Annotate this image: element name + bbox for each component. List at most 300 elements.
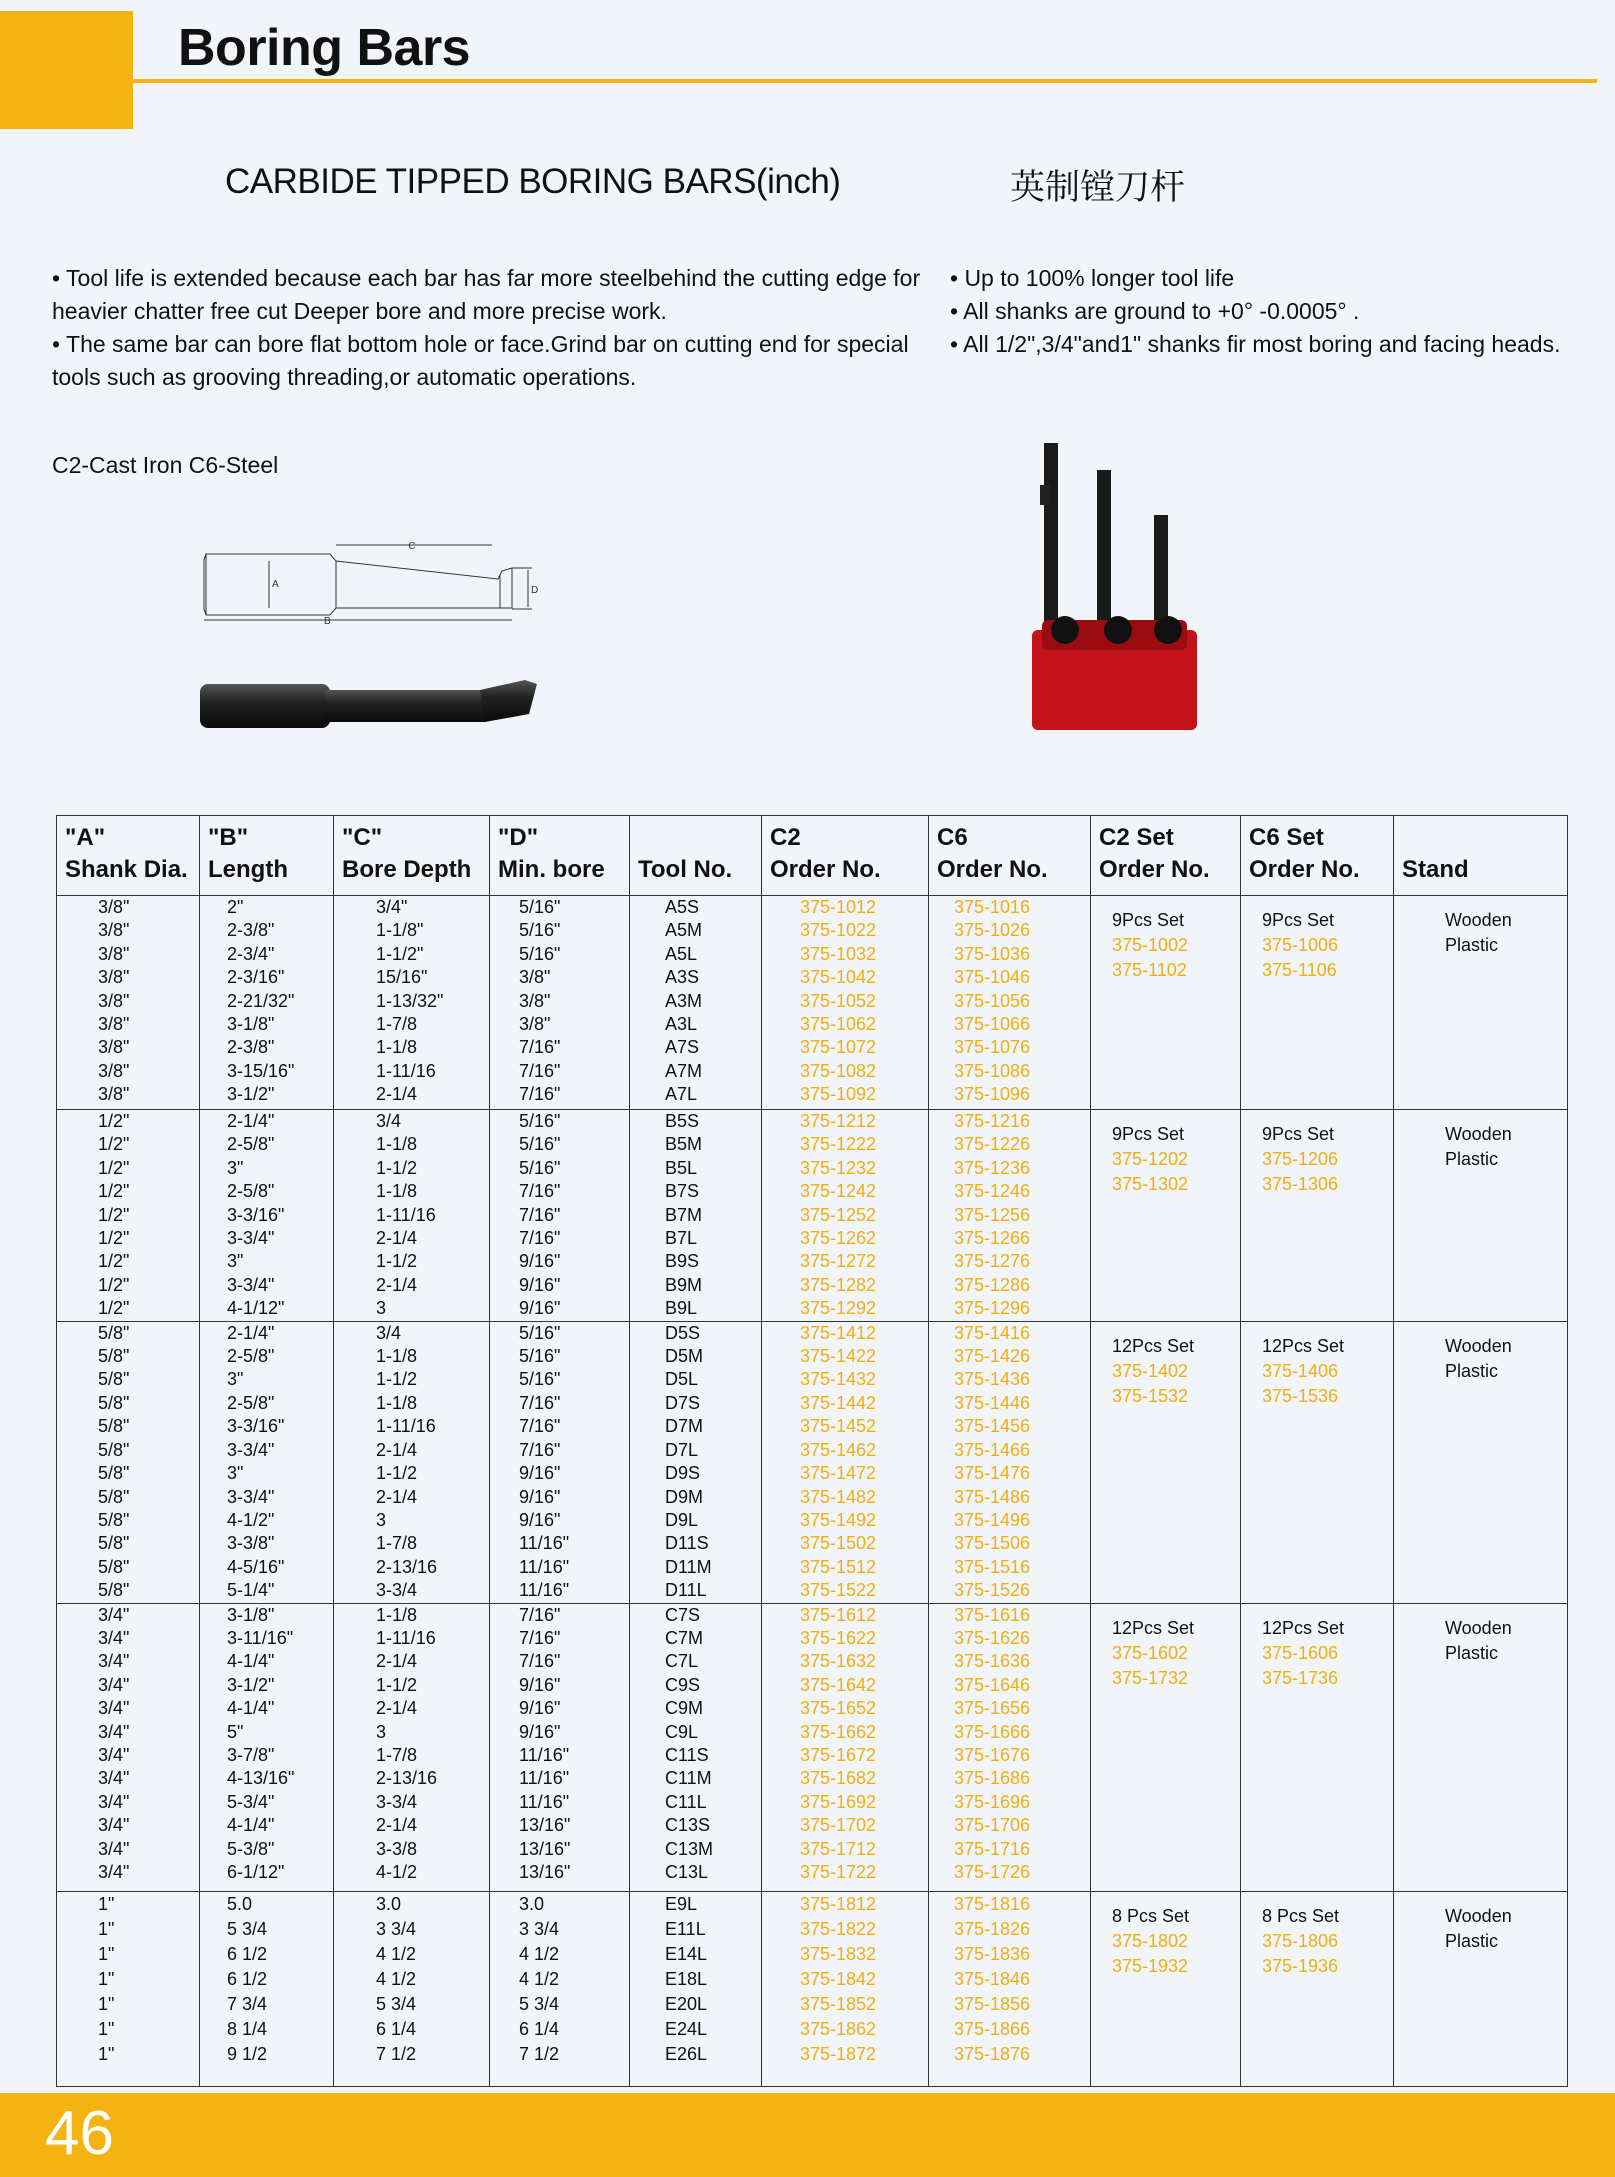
cell-value: 3.0 [376,1893,402,1914]
cell-c2 [762,1321,929,1603]
order-number: 375-1842 [800,1968,877,1989]
cell-value: 3/8" [98,897,130,917]
cell-value: 1/2" [98,1204,130,1225]
order-number: 375-1262 [800,1228,877,1249]
order-number: 375-1412 [800,1322,877,1343]
feature-bullet: • The same bar can bore flat bottom hole or face.Grind bar on cutting end for special tools such as grooving threading,or automatic operations. [52,331,909,390]
cell-value: D9M [665,1486,704,1507]
cell-value: 1-1/8 [376,1181,418,1202]
section-subtitle-chinese: 英制镗刀杆 [1010,168,1186,207]
c2-set-cell [1091,896,1241,1110]
column-header-bore-depth [334,816,490,896]
cell-value: 5 3/4 [227,1918,268,1939]
order-number: 375-1256 [954,1204,1031,1225]
column-header-line: Shank Dia. [65,856,188,883]
cell-c2 [762,1891,929,2086]
cell-value: C9M [665,1698,704,1719]
cell-value: 3/8" [519,990,551,1011]
cell-value: 7/16" [519,1651,561,1672]
page-number: 46 [45,2099,114,2168]
cell-value: 1-1/8 [376,1392,418,1413]
order-number: 375-1226 [954,1134,1031,1155]
stand-type: Plastic [1445,1149,1499,1169]
cell-value: 3/4" [98,1791,130,1812]
set-order-number: 375-1736 [1262,1667,1339,1688]
order-number: 375-1446 [954,1392,1031,1413]
cell-value: 11/16" [519,1580,570,1601]
column-header-line: Order No. [1249,856,1360,883]
cell-value: 1/2" [98,1228,130,1249]
column-header-c6-order-no [929,816,1091,896]
order-number: 375-1476 [954,1463,1031,1484]
order-number: 375-1086 [954,1060,1031,1081]
order-number: 375-1502 [800,1533,877,1554]
cell-value: B9L [665,1298,698,1319]
cell-value: 4 1/2 [519,1943,560,1964]
cell-value: E20L [665,1993,708,2014]
cell-value: 1-1/8 [376,1037,418,1058]
cell-value: 2-1/4" [227,1111,275,1131]
cell-value: 7/16" [519,1037,561,1058]
order-number: 375-1466 [954,1439,1031,1460]
cell-value: D11M [665,1556,712,1577]
c2-set-cell [1091,1603,1241,1891]
order-number: 375-1056 [954,990,1031,1011]
order-number: 375-1726 [954,1862,1031,1882]
cell-value: D11S [665,1533,709,1554]
cell-value: 9/16" [519,1251,561,1272]
column-header-shank-dia [57,816,200,896]
cell-value: 2-1/4" [227,1322,275,1343]
c6-set-cell [1241,1891,1394,2086]
order-number: 375-1712 [800,1838,877,1859]
order-number: 375-1496 [954,1509,1031,1530]
cell-c2 [762,896,929,1110]
cell-tool-no [630,1603,762,1891]
cell-value: 9/16" [519,1721,561,1742]
order-number: 375-1832 [800,1943,877,1964]
cell-value: 7/16" [519,1604,561,1625]
cell-value: A7S [665,1037,700,1058]
c2-set-cell [1091,1110,1241,1322]
cell-value: 2-1/4 [376,1651,418,1672]
order-number: 375-1222 [800,1134,877,1155]
order-number: 375-1036 [954,943,1031,964]
cell-value: 3-3/4 [376,1580,418,1601]
cell-value: 2-5/8" [227,1346,275,1367]
cell-value: 3/4 [376,1111,402,1131]
order-number: 375-1032 [800,943,877,964]
feature-list-left [52,262,922,394]
stand-cell [1394,1603,1568,1891]
cell-value: A3L [665,1014,698,1035]
cell-value: 5/8" [98,1416,130,1437]
column-header-line: C2 Set [1099,824,1174,851]
cell-value: 3-11/16" [227,1627,294,1648]
cell-value: 7/16" [519,1439,561,1460]
order-number: 375-1526 [954,1580,1031,1601]
cell-value: 1" [98,1893,115,1914]
cell-value: C13L [665,1862,709,1882]
boring-bar-spec-table [56,815,1568,2087]
order-number: 375-1862 [800,2018,877,2039]
cell-c6 [929,1110,1091,1322]
order-number: 375-1432 [800,1369,877,1390]
cell-value: 5/16" [519,920,561,941]
cell-value: 9/16" [519,1298,561,1319]
feature-bullet: • Tool life is extended because each bar has far more steelbehind the cutting edge for heavier chatter free cut Deeper bore and more precise work. [52,265,921,324]
cell-value: 3-15/16" [227,1060,295,1081]
cell-value: 5/16" [519,1369,561,1390]
cell-value: 1-1/2 [376,1463,418,1484]
cell-value: 11/16" [519,1744,570,1765]
column-header-tool-no [630,816,762,896]
cell-value: 7/16" [519,1181,561,1202]
cell-value: 3-1/2" [227,1084,275,1105]
feature-bullet: • Up to 100% longer tool life [950,265,1235,291]
order-number: 375-1826 [954,1918,1031,1939]
order-number: 375-1092 [800,1084,877,1105]
cell-value: 1/2" [98,1181,130,1202]
cell-value: 7 3/4 [227,1993,268,2014]
feature-bullet: • All shanks are ground to +0° -0.0005° . [950,298,1360,324]
cell-min-bore [490,1321,630,1603]
order-number: 375-1672 [800,1744,877,1765]
cell-value: 5/8" [98,1392,130,1413]
cell-value: 3/8" [98,920,130,941]
set-label: 12Pcs Set [1262,1335,1345,1356]
cell-value: 7/16" [519,1084,561,1105]
table-row-group [57,896,1568,1110]
cell-value: 2-5/8" [227,1181,275,1202]
set-label: 8 Pcs Set [1112,1905,1190,1926]
cell-value: 1-11/16 [376,1627,436,1648]
set-order-number: 375-1602 [1112,1642,1189,1663]
stand-cell [1394,1321,1568,1603]
order-number: 375-1276 [954,1251,1031,1272]
order-number: 375-1492 [800,1509,877,1530]
cell-value: 3/4" [98,1604,130,1625]
cell-value: 2-13/16 [376,1556,438,1577]
cell-value: 2-1/4 [376,1228,418,1249]
cell-value: E24L [665,2018,708,2039]
cell-value: 1/2" [98,1274,130,1295]
c2-set-cell [1091,1891,1241,2086]
cell-value: 3-3/4 [376,1791,418,1812]
cell-shank [57,1891,200,2086]
set-order-number: 375-1806 [1262,1930,1339,1951]
cell-value: 5/8" [98,1346,130,1367]
cell-tool-no [630,1321,762,1603]
order-number: 375-1822 [800,1918,877,1939]
cell-value: D5M [665,1346,704,1367]
cell-value: B5S [665,1111,700,1131]
cell-value: 6 1/4 [376,2018,417,2039]
cell-value: 3-3/4" [227,1486,275,1507]
order-number: 375-1616 [954,1604,1031,1625]
cell-value: 3 [376,1298,387,1319]
table-row-group [57,1110,1568,1322]
set-label: 9Pcs Set [1112,910,1185,930]
order-number: 375-1812 [800,1893,877,1914]
cell-tool-no [630,1891,762,2086]
cell-value: B9S [665,1251,700,1272]
cell-value: 3/8" [519,967,551,988]
column-header-c2-order-no [762,816,929,896]
cell-value: C13M [665,1838,714,1859]
cell-value: 5/16" [519,943,561,964]
cell-value: 1/2" [98,1157,130,1178]
order-number: 375-1652 [800,1698,877,1719]
cell-value: 1-1/8 [376,1604,418,1625]
cell-value: 3-3/16" [227,1416,285,1437]
cell-value: 3" [227,1369,244,1390]
cell-value: 11/16" [519,1533,570,1554]
feature-bullet: • All 1/2",3/4"and1" shanks fir most boring and facing heads. [950,331,1561,357]
order-number: 375-1716 [954,1838,1031,1859]
order-number: 375-1436 [954,1369,1031,1390]
cell-value: 1-1/8" [376,920,424,941]
cell-value: B7S [665,1181,700,1202]
cell-value: 3/8" [98,943,130,964]
order-number: 375-1516 [954,1556,1031,1577]
cell-value: 2-13/16 [376,1768,438,1789]
boring-bar-dimension-diagram [200,535,540,627]
cell-value: 3" [227,1463,244,1484]
cell-value: A5L [665,943,698,964]
column-header-line: C6 Set [1249,824,1324,851]
order-number: 375-1512 [800,1556,877,1577]
order-number: 375-1486 [954,1486,1031,1507]
order-number: 375-1452 [800,1416,877,1437]
cell-value: 3/8" [98,1084,130,1105]
order-number: 375-1022 [800,920,877,941]
set-label: 12Pcs Set [1112,1335,1195,1356]
cell-value: 5/16" [519,897,561,917]
cell-shank [57,896,200,1110]
stand-cell [1394,1891,1568,2086]
column-header-line [1402,822,1567,854]
order-number: 375-1856 [954,1993,1031,2014]
order-number: 375-1046 [954,967,1031,988]
column-header-line: Tool No. [638,856,733,883]
set-order-number: 375-1402 [1112,1360,1189,1381]
cell-value: 3 [376,1721,387,1742]
set-label: 9Pcs Set [1262,910,1335,930]
cell-min-bore [490,1110,630,1322]
order-number: 375-1626 [954,1627,1031,1648]
stand-type: Wooden [1445,1905,1512,1926]
cell-value: 1/2" [98,1134,130,1155]
order-number: 375-1482 [800,1486,877,1507]
cell-value: E11L [665,1918,706,1939]
cell-value: 1-7/8 [376,1014,418,1035]
order-number: 375-1016 [954,897,1031,917]
set-order-number: 375-1206 [1262,1149,1339,1169]
table-row-group [57,1603,1568,1891]
set-order-number: 375-1006 [1262,935,1339,955]
cell-value: 1" [98,1918,115,1939]
cell-value: 5" [227,1721,244,1742]
cell-value: 4-1/4" [227,1815,275,1836]
cell-value: 3-1/2" [227,1674,275,1695]
diagram-label-c: C [408,541,416,552]
cell-value: 11/16" [519,1556,570,1577]
cell-value: 3-1/8" [227,1014,275,1035]
set-order-number: 375-1302 [1112,1174,1189,1194]
order-number: 375-1682 [800,1768,877,1789]
cell-value: 11/16" [519,1768,570,1789]
cell-value: 7/16" [519,1627,561,1648]
order-number: 375-1232 [800,1157,877,1178]
order-number: 375-1442 [800,1392,877,1413]
order-number: 375-1042 [800,967,877,988]
cell-bore-depth [334,1110,490,1322]
cell-value: 2-3/8" [227,920,275,941]
cell-value: 2-3/8" [227,1037,275,1058]
cell-value: 5-3/8" [227,1838,275,1859]
cell-value: 3" [227,1251,244,1272]
column-header-c6-set-order-no [1241,816,1394,896]
order-number: 375-1242 [800,1181,877,1202]
cell-bore-depth [334,896,490,1110]
cell-value: 13/16" [519,1838,571,1859]
order-number: 375-1066 [954,1014,1031,1035]
cell-value: 3/4" [98,1838,130,1859]
set-order-number: 375-1202 [1112,1149,1189,1169]
stand-type: Wooden [1445,1124,1512,1144]
order-number: 375-1722 [800,1862,877,1882]
cell-value: 5/8" [98,1322,130,1343]
set-label: 9Pcs Set [1262,1124,1335,1144]
set-order-number: 375-1606 [1262,1642,1339,1663]
cell-value: 3-3/4" [227,1228,275,1249]
set-label: 9Pcs Set [1112,1124,1185,1144]
order-number: 375-1282 [800,1274,877,1295]
cell-value: 4-1/12" [227,1298,285,1319]
order-number: 375-1866 [954,2018,1031,2039]
cell-value: 1-1/2 [376,1674,418,1695]
cell-value: 9/16" [519,1509,561,1530]
column-header-line: Min. bore [498,856,605,883]
cell-value: 2-1/4 [376,1084,418,1105]
order-number: 375-1872 [800,2043,877,2064]
cell-value: 3/8" [98,990,130,1011]
order-number: 375-1026 [954,920,1031,941]
cell-value: 5 3/4 [376,1993,417,2014]
set-order-number: 375-1732 [1112,1667,1189,1688]
cell-value: 5/16" [519,1322,561,1343]
order-number: 375-1646 [954,1674,1031,1695]
cell-value: 5/16" [519,1346,561,1367]
cell-value: B9M [665,1274,703,1295]
cell-shank [57,1321,200,1603]
cell-value: E14L [665,1943,708,1964]
cell-value: 3 3/4 [519,1918,560,1939]
order-number: 375-1692 [800,1791,877,1812]
cell-value: 2-1/4 [376,1274,418,1295]
cell-value: 5 3/4 [519,1993,560,2014]
cell-value: 1-1/2 [376,1157,418,1178]
set-label: 8 Pcs Set [1262,1905,1340,1926]
cell-value: 6-1/12" [227,1862,285,1882]
cell-value: D9S [665,1463,701,1484]
cell-value: 5/8" [98,1580,130,1601]
c2-set-cell [1091,1321,1241,1603]
cell-value: 1-1/2 [376,1369,418,1390]
cell-value: 6 1/2 [227,1968,268,1989]
cell-value: 1-1/8 [376,1346,418,1367]
boring-bar-set-photo [1030,425,1230,735]
cell-value: 3/4" [98,1862,130,1882]
cell-value: 9/16" [519,1274,561,1295]
cell-length [200,1603,334,1891]
cell-value: 2-5/8" [227,1392,275,1413]
cell-shank [57,1110,200,1322]
cell-value: 3-1/8" [227,1604,275,1625]
column-header-line: Bore Depth [342,856,472,883]
cell-tool-no [630,896,762,1110]
page-title: Boring Bars [178,19,471,77]
cell-value: 4-1/2" [227,1509,275,1530]
cell-c6 [929,1891,1091,2086]
set-order-number: 375-1002 [1112,935,1189,955]
cell-value: 3/4" [376,897,408,917]
order-number: 375-1662 [800,1721,877,1742]
cell-value: D7S [665,1392,701,1413]
set-order-number: 375-1106 [1262,960,1337,980]
column-header-line: Order No. [1099,856,1210,883]
cell-value: 1" [98,2043,115,2064]
cell-value: 9/16" [519,1698,561,1719]
order-number: 375-1852 [800,1993,877,2014]
cell-value: B7M [665,1204,703,1225]
column-header-length [200,816,334,896]
column-header-line: Stand [1402,856,1469,883]
cell-value: 2-1/4 [376,1439,418,1460]
cell-value: 5/8" [98,1486,130,1507]
cell-value: 3/4" [98,1651,130,1672]
cell-value: 5/16" [519,1134,561,1155]
cell-c6 [929,1603,1091,1891]
order-number: 375-1816 [954,1893,1031,1914]
cell-min-bore [490,1891,630,2086]
set-label: 12Pcs Set [1262,1617,1345,1638]
cell-length [200,1891,334,2086]
cell-value: 3-7/8" [227,1744,275,1765]
stand-cell [1394,896,1568,1110]
cell-value: 5/8" [98,1509,130,1530]
cell-value: 1/2" [98,1298,130,1319]
set-order-number: 375-1406 [1262,1360,1339,1381]
cell-value: 4 1/2 [519,1968,560,1989]
cell-value: A3M [665,990,703,1011]
cell-tool-no [630,1110,762,1322]
cell-value: C11L [665,1791,707,1812]
order-number: 375-1456 [954,1416,1031,1437]
cell-value: 5/16" [519,1157,561,1178]
diagram-label-d: D [531,585,539,596]
column-header-line: "C" [342,824,383,851]
order-number: 375-1636 [954,1651,1031,1672]
cell-value: 3-3/16" [227,1204,285,1225]
cell-value: 5/8" [98,1439,130,1460]
cell-value: 1" [98,1943,115,1964]
order-number: 375-1522 [800,1580,877,1601]
cell-value: 2-1/4 [376,1698,418,1719]
cell-c2 [762,1110,929,1322]
stand-type: Wooden [1445,1617,1512,1638]
